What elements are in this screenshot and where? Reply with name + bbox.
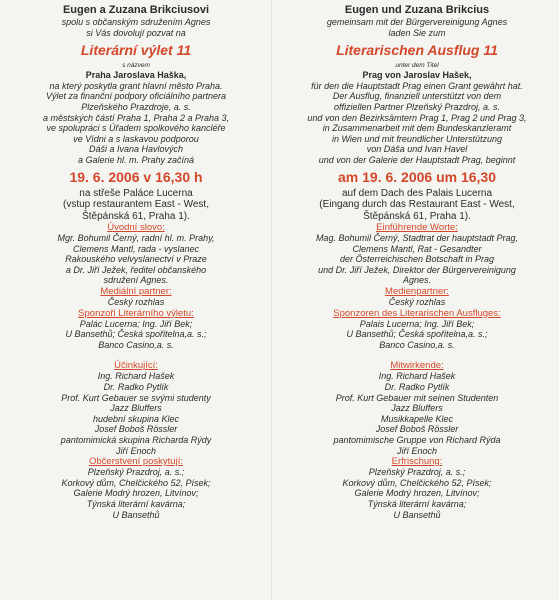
speech-line: sdružení Agnes. — [103, 275, 169, 286]
description-line: und von den Bezirksämtern Prag 1, Prag 2 und Prag 3, — [307, 112, 527, 123]
refreshment-line: Plzeňský Prazdroj, a. s.; — [87, 467, 185, 478]
refreshment-line: Týnská literární kavárna; — [86, 498, 186, 509]
host-names: Eugen a Zuzana Brikciusovi — [62, 4, 210, 16]
intro-line-1: gemeinsam mit der Bürgervereinigung Agnes — [326, 17, 508, 27]
description-line: in Wien und mit freundlicher Unterstützung — [331, 133, 502, 144]
refreshment-line: Týnská literární kavárna; — [367, 498, 467, 509]
performer: Jiří Enoch — [396, 445, 438, 456]
sponsor-line: Banco Casino,a. s. — [379, 339, 455, 350]
event-name: Prag von Jaroslav Hašek, — [362, 70, 472, 81]
event-name: Praha Jaroslava Haška, — [85, 70, 187, 81]
description-line: in Zusammenarbeit mit dem Bundeskanzleramt — [322, 123, 512, 134]
speech-line: Clemens Mantl, Rat - Gesandter — [352, 243, 482, 254]
performer: Prof. Kurt Gebauer mit seinen Studenten — [335, 392, 499, 403]
refreshments-heading: Občerstvení poskytují: — [89, 456, 183, 468]
performer: Dr. Radko Pytlík — [384, 381, 450, 392]
description-line: Výlet za finanční podpory oficiálního partnera — [45, 91, 227, 102]
performer: Ing. Richard Hašek — [378, 371, 456, 382]
refreshment-line: U Bansethů — [393, 509, 441, 520]
speech-line: und Dr. Jiří Ježek, Direktor der Bürgervereinigung — [318, 264, 516, 275]
speech-line: Mag. Bohumil Černý, Stadtrat der hauptstadt Prag, — [315, 233, 519, 244]
intro-line-1: spolu s občanským sdružením Agnes — [61, 17, 211, 27]
refreshment-line: Plzeňský Prazdroj, a. s.; — [368, 467, 466, 478]
sponsors-heading: Sponzoren des Literarischen Ausfluges: — [333, 307, 501, 319]
performer: Josef Boboš Rössler — [375, 424, 459, 435]
speech-heading: Úvodní slovo: — [107, 222, 165, 234]
performer: Josef Boboš Rössler — [94, 424, 178, 435]
intro-line-2: si Vás dovolují pozvat na — [86, 27, 186, 38]
sponsor-line: Palais Lucerna; Ing. Jiří Bek; — [359, 318, 475, 329]
performer: Prof. Kurt Gebauer se svými studenty — [61, 392, 211, 403]
description-line: für den die Hauptstadt Prag einen Grant gewährt hat. — [311, 80, 523, 91]
description-line: na který poskytla grant hlavní město Praha. — [49, 80, 223, 91]
venue-line: (vstup restaurantem East - West, — [63, 199, 209, 211]
sponsor-line: Palác Lucerna; Ing. Jiří Bek; — [79, 318, 193, 329]
venue-line: na střeše Paláce Lucerna — [79, 187, 193, 199]
performer: Jazz Bluffers — [110, 403, 162, 414]
refreshment-line: Korkový dům, Chelčického 52, Písek; — [61, 477, 211, 488]
czech-column — [6, 4, 266, 520]
performer: Jiří Enoch — [115, 445, 157, 456]
performers-heading: Mitwirkende: — [390, 360, 444, 372]
performers-heading: Účinkující: — [114, 360, 158, 372]
description-line: offiziellen Partner Plzeňský Prazdroj, a. s. — [333, 101, 501, 112]
sponsor-line: U Bansethů; Česká spořitelna,a. s.; — [346, 329, 488, 340]
description-line: Dáši a Ivana Havlových — [88, 144, 184, 155]
description-line: Plzeňského Prazdroje, a. s. — [81, 101, 191, 112]
performer: Ing. Richard Hašek — [97, 371, 175, 382]
sponsor-line: Banco Casino,a. s. — [98, 339, 174, 350]
event-title: Literární výlet 11 — [80, 42, 192, 59]
sponsor-line: U Bansethů; Česká spořitelna,a. s.; — [65, 329, 207, 340]
event-date: am 19. 6. 2006 um 16,30 — [338, 168, 496, 185]
refreshment-line: Korkový dům, Chelčického 52, Písek; — [342, 477, 492, 488]
description-line: Der Ausflug, finanziell unterstützt von dem — [332, 91, 502, 102]
speech-heading: Einführende Worte: — [376, 222, 458, 234]
name-label: unter dem Titel — [395, 62, 439, 70]
speech-line: Mgr. Bohumil Černý, radní hl. m. Prahy, — [57, 233, 215, 244]
refreshment-line: Galerie Modrý hrozen, Litvínov; — [354, 488, 480, 499]
refreshments-heading: Erfrischung: — [391, 456, 443, 468]
performer: Dr. Radko Pytlík — [103, 381, 169, 392]
media-heading: Mediální partner: — [100, 286, 172, 297]
german-column — [282, 4, 552, 520]
speech-line: der Österreichischen Botschaft in Prag — [339, 254, 495, 265]
performer: hudební skupina Klec — [92, 413, 180, 424]
venue-line: (Eingang durch das Restaurant East - West, — [319, 199, 515, 211]
description-line: a Galerie hl. m. Prahy začíná — [77, 154, 195, 165]
event-title: Literarischen Ausflug 11 — [336, 42, 498, 59]
speech-line: Agnes. — [402, 275, 432, 286]
performer: Musikkapelle Klec — [380, 413, 454, 424]
venue-line: Štěpánská 61, Praha 1). — [363, 210, 471, 222]
speech-line: Rakouského velvyslanectví v Praze — [65, 254, 207, 265]
performer: pantomimická skupina Richarda Rýdy — [60, 434, 212, 445]
description-line: und von der Galerie der Hauptstadt Prag, beginnt — [318, 154, 516, 165]
intro-line-2: laden Sie zum — [388, 27, 446, 38]
media-partner: Český rozhlas — [388, 297, 446, 307]
refreshment-line: Galerie Modrý hrozen, Litvínov; — [73, 488, 199, 499]
description-line: ve Vídni a s laskavou podporou — [73, 133, 199, 144]
description-line: von Dáša und Ivan Havel — [366, 144, 468, 155]
refreshment-line: U Bansethů — [112, 509, 160, 520]
description-line: ve spolupráci s Úřadem spolkového kancléře — [46, 123, 226, 134]
speech-line: Clemens Mantl, rada - vyslanec — [72, 243, 200, 254]
venue-line: auf dem Dach des Palais Lucerna — [341, 187, 493, 199]
venue-line: Štěpánská 61, Praha 1). — [82, 210, 190, 222]
speech-line: a Dr. Jiří Ježek, ředitel občanského — [65, 264, 207, 275]
column-divider — [271, 0, 272, 600]
performer: pantomimische Gruppe von Richard Rýda — [333, 434, 501, 445]
media-heading: Medienpartner: — [385, 286, 449, 297]
host-names: Eugen und Zuzana Brikcius — [344, 4, 490, 16]
performer: Jazz Bluffers — [391, 403, 443, 414]
media-partner: Český rozhlas — [107, 297, 165, 307]
sponsors-heading: Sponzoři Literárního výletu: — [78, 307, 194, 319]
name-label: s názvem — [122, 62, 150, 70]
event-date: 19. 6. 2006 v 16,30 h — [69, 168, 203, 185]
description-line: a městských částí Praha 1, Praha 2 a Praha 3, — [42, 112, 230, 123]
